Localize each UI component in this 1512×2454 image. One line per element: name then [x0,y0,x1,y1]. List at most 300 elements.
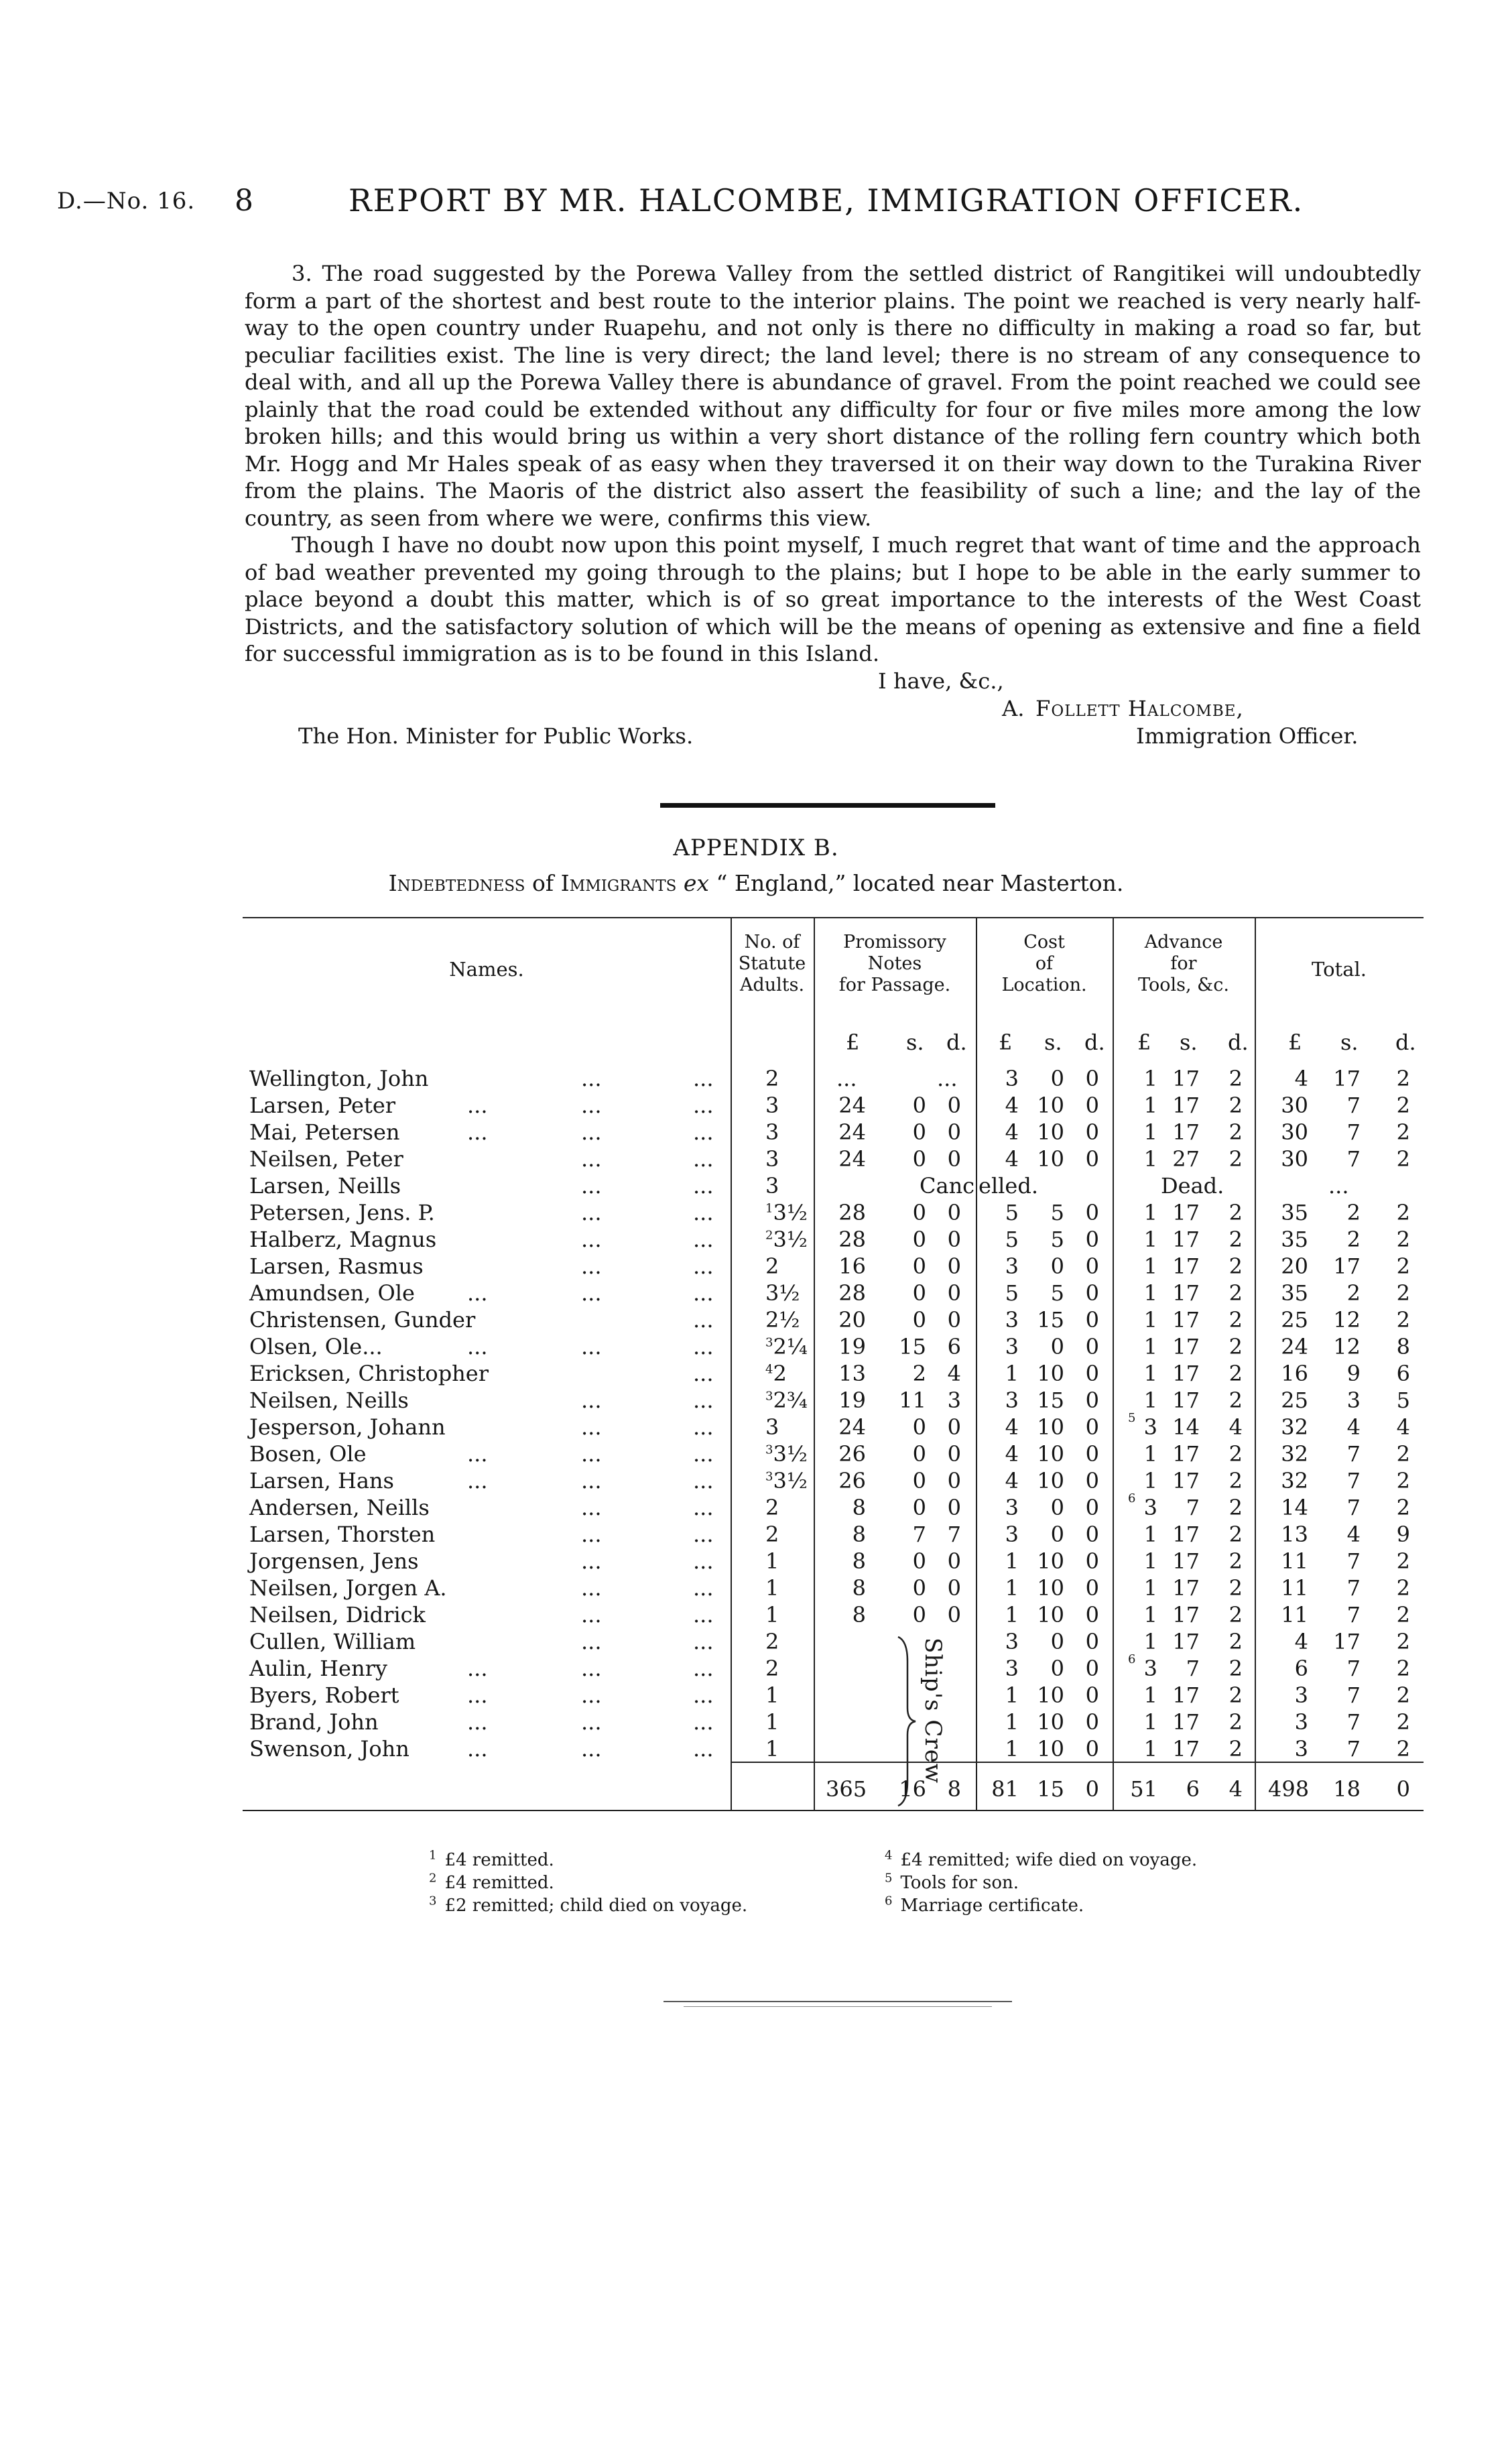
adults-cell [765,1495,779,1520]
table-row [243,1629,1424,1656]
passage-pounds: 24 [838,1146,866,1172]
immigrant-name: Brand, John [249,1709,379,1735]
tools-pounds: 1 [1143,1361,1157,1386]
location-pounds: 5 [1005,1227,1019,1252]
total-pounds: 4 [1294,1066,1308,1091]
appendix-heading: APPENDIX B. [673,835,839,861]
leader-dots: ... [581,1656,602,1681]
table-row [243,1334,1424,1361]
signature-block [245,668,1421,752]
adults-cell [765,1119,779,1145]
header-line: Advance [1144,932,1223,953]
table-row [243,1441,1424,1468]
tools-pence: 2 [1228,1736,1243,1762]
location-pence: 0 [1085,1468,1099,1493]
adults-value: 2¼ [773,1334,808,1359]
footnote-marker: 3 [765,1335,773,1350]
total-pence: 2 [1396,1682,1410,1708]
leader-dots: ... [693,1334,714,1359]
leader-dots: ... [581,1280,602,1306]
total-pence: 2 [1396,1441,1410,1467]
adults-value: 3½ [773,1200,808,1225]
total-pounds: 11 [1281,1575,1308,1601]
location-pence: 0 [1085,1414,1099,1440]
location-pence: 0 [1085,1522,1099,1547]
tools-shillings: 17 [1172,1200,1200,1225]
leader-dots: ... [693,1736,714,1762]
leader-dots: ... [693,1602,714,1628]
location-shillings: 10 [1037,1709,1064,1735]
footnotes-left [429,1849,747,1917]
tools-pounds: 3 [1143,1656,1157,1681]
passage-pence: 0 [947,1495,961,1520]
total-location-shillings: 15 [1037,1776,1064,1802]
passage-pounds: 19 [838,1334,866,1359]
tools-shillings: 17 [1172,1307,1200,1333]
immigrant-name: Amundsen, Ole [249,1280,415,1306]
tools-pounds: 1 [1143,1388,1157,1413]
adults-value: 3½ [765,1280,800,1306]
passage-pounds: 8 [852,1495,866,1520]
passage-shillings: 0 [912,1548,926,1574]
location-pence: 0 [1085,1227,1099,1252]
adults-cell [765,1682,779,1708]
passage-shillings: 11 [899,1388,926,1413]
tools-shillings: 17 [1172,1253,1200,1279]
total-pounds: 32 [1281,1414,1308,1440]
location-shillings: 0 [1050,1253,1064,1279]
location-shillings: 5 [1050,1227,1064,1252]
table-row [243,1119,1424,1146]
total-shillings: 7 [1346,1495,1361,1520]
immigrant-name: Bosen, Ole [249,1441,367,1467]
leader-dots: ... [693,1200,714,1225]
location-pence: 0 [1085,1682,1099,1708]
leader-dots: ... [581,1414,602,1440]
location-pounds: 4 [1005,1441,1019,1467]
total-pence: 2 [1396,1146,1410,1172]
leader-dots: ... [693,1307,714,1333]
total-pounds: 25 [1281,1388,1308,1413]
total-shillings: 7 [1346,1602,1361,1628]
adults-cell [765,1441,808,1467]
adults-cell [765,1522,779,1547]
leader-dots: ... [581,1629,602,1654]
footnote-text: £2 remitted; child died on voyage. [444,1896,748,1916]
location-shillings: 10 [1037,1682,1064,1708]
table-row [243,1066,1424,1093]
passage-shillings: 0 [912,1146,926,1172]
footnote-text: £4 remitted; wife died on voyage. [900,1850,1198,1870]
passage-pence: 4 [947,1361,961,1386]
leader-dots: ... [693,1119,714,1145]
location-pence: 0 [1085,1146,1099,1172]
immigrant-name: Larsen, Thorsten [249,1522,436,1547]
location-shillings: 10 [1037,1441,1064,1467]
immigrant-name: Petersen, Jens. P. [249,1200,435,1225]
leader-dots: ... [693,1173,714,1199]
location-pounds: 5 [1005,1280,1019,1306]
header-line: Statute [738,953,806,974]
total-pence: 2 [1396,1066,1410,1091]
grand-total-pounds: 498 [1268,1776,1310,1802]
units-row [243,1030,1424,1056]
total-pence: 2 [1396,1200,1410,1225]
unit-passage-pence: d. [946,1030,967,1055]
tools-pence: 2 [1228,1656,1243,1681]
passage-pounds: 26 [838,1441,866,1467]
immigrant-name: Andersen, Neills [249,1495,430,1520]
leader-dots: ... [467,1468,488,1493]
table-row [243,1146,1424,1173]
tools-pence: 4 [1228,1414,1243,1440]
leader-dots: ... [467,1093,488,1118]
table-bottom-rule [243,1810,1424,1811]
passage-shillings: 0 [912,1495,926,1520]
leader-dots: ... [693,1629,714,1654]
total-shillings: 17 [1333,1629,1361,1654]
location-pence: 0 [1085,1495,1099,1520]
table-row [243,1736,1424,1763]
adults-cell [765,1602,779,1628]
tools-pence: 2 [1228,1682,1243,1708]
total-pence: 2 [1396,1709,1410,1735]
tools-pounds: 1 [1143,1200,1157,1225]
total-shillings: 2 [1346,1227,1361,1252]
table-row [243,1682,1424,1709]
footnote-text: Marriage certificate. [900,1896,1084,1916]
adults-value: 2 [765,1656,779,1681]
leader-dots: ... [693,1548,714,1574]
unit-location-shillings: s. [1044,1030,1062,1055]
location-shillings: 10 [1037,1548,1064,1574]
table-row [243,1200,1424,1227]
header-names: Names. [449,958,524,981]
location-pounds: 3 [1005,1388,1019,1413]
leader-dots: ... [581,1468,602,1493]
total-pounds: 20 [1281,1253,1308,1279]
tools-shillings: 27 [1172,1146,1200,1172]
location-pounds: 1 [1005,1548,1019,1574]
location-shillings: 0 [1050,1066,1064,1091]
total-pounds: 32 [1281,1441,1308,1467]
footnote-marker: 5 [885,1871,893,1886]
tools-shillings: 17 [1172,1093,1200,1118]
footnote-marker: 1 [765,1201,773,1216]
adults-value: 3 [765,1093,779,1118]
adults-value: 2 [765,1629,779,1654]
tools-shillings: 7 [1186,1495,1200,1520]
adults-value: 1 [765,1575,779,1601]
total-passage-shillings: 16 [899,1776,926,1802]
passage-pounds: 16 [838,1253,866,1279]
total-shillings: 17 [1333,1066,1361,1091]
location-pounds: 1 [1005,1602,1019,1628]
adults-cell [765,1709,779,1735]
leader-dots: ... [467,1441,488,1467]
immigrant-name: Christensen, Gunder [249,1307,476,1333]
location-pence: 0 [1085,1548,1099,1574]
tools-shillings: 17 [1172,1119,1200,1145]
grand-total-pence: 0 [1396,1776,1410,1802]
tools-pence: 2 [1228,1548,1243,1574]
leader-dots: ... [581,1253,602,1279]
footnote-marker: 2 [765,1228,773,1243]
location-shillings: 10 [1037,1602,1064,1628]
adults-value: 2 [765,1495,779,1520]
unit-passage-pound: £ [846,1030,860,1055]
leader-dots: ... [693,1414,714,1440]
total-pence: 2 [1396,1119,1410,1145]
location-pence: 0 [1085,1307,1099,1333]
total-pounds: 13 [1281,1522,1308,1547]
header-total: Total. [1312,958,1367,981]
signature-name: Follett Halcombe, [1035,695,1244,721]
total-location-pence: 0 [1085,1776,1099,1802]
immigrant-name: Larsen, Neills [249,1173,401,1199]
adults-cell [765,1334,808,1359]
leader-dots: ... [693,1361,714,1386]
passage-pence: 0 [947,1253,961,1279]
adults-cell [765,1280,800,1306]
subtitle-of: of [532,870,554,896]
tools-pence: 2 [1228,1253,1243,1279]
total-pence: 4 [1396,1414,1410,1440]
passage-shillings: 0 [912,1307,926,1333]
immigrant-name: Cullen, William [249,1629,416,1654]
tools-pence: 2 [1228,1495,1243,1520]
header-line: of [1035,953,1054,974]
leader-dots: ... [693,1656,714,1681]
tools-pounds: 1 [1143,1119,1157,1145]
passage-pence: 0 [947,1575,961,1601]
tools-shillings: 17 [1172,1468,1200,1493]
footnote-text: £4 remitted. [444,1850,554,1870]
leader-dots: ... [467,1334,488,1359]
total-pence: 6 [1396,1361,1410,1386]
passage-shillings: 15 [899,1334,926,1359]
total-pounds: 25 [1281,1307,1308,1333]
tools-shillings: 14 [1172,1414,1200,1440]
passage-shillings: 0 [912,1602,926,1628]
cancelled-text-b: elled. [979,1173,1038,1199]
leader-dots: ... [693,1280,714,1306]
location-shillings: 0 [1050,1334,1064,1359]
passage-pence: 0 [947,1307,961,1333]
location-shillings: 10 [1037,1736,1064,1762]
table-row [243,1602,1424,1629]
passage-pence: 0 [947,1119,961,1145]
tools-shillings: 17 [1172,1736,1200,1762]
leader-dots: ... [467,1119,488,1145]
header-line: No. of [744,932,800,953]
tools-shillings: 17 [1172,1522,1200,1547]
leader-dots: ... [467,1682,488,1708]
location-pence: 0 [1085,1280,1099,1306]
location-pence: 0 [1085,1441,1099,1467]
total-shillings: 9 [1346,1361,1361,1386]
tools-pounds: 1 [1143,1736,1157,1762]
location-pence: 0 [1085,1388,1099,1413]
tools-pence: 2 [1228,1334,1243,1359]
adults-cell [765,1468,808,1493]
tools-pence: 2 [1228,1468,1243,1493]
tools-pounds: 1 [1143,1548,1157,1574]
appendix-subtitle [0,870,1512,896]
tools-pence: 2 [1228,1441,1243,1467]
location-pounds: 1 [1005,1575,1019,1601]
passage-pence: 0 [947,1093,961,1118]
total-pence: 2 [1396,1736,1410,1762]
section-divider [660,803,995,808]
leader-dots: ... [581,1227,602,1252]
immigrant-name: Halberz, Magnus [249,1227,437,1252]
header-tools [1113,932,1255,996]
tools-pounds: 3 [1143,1495,1157,1520]
tools-shillings: 7 [1186,1656,1200,1681]
location-pounds: 1 [1005,1736,1019,1762]
leader-dots: ... [693,1468,714,1493]
location-pence: 0 [1085,1361,1099,1386]
total-pence: 2 [1396,1548,1410,1574]
leader-dots: ... [693,1066,714,1091]
table-row [243,1280,1424,1307]
footnote-marker: 1 [429,1848,437,1863]
tools-pounds: 1 [1143,1441,1157,1467]
letter-body [245,260,1421,752]
total-pence: 2 [1396,1656,1410,1681]
adults-value: 1 [765,1682,779,1708]
passage-pounds: 26 [838,1468,866,1493]
tools-pence: 2 [1228,1200,1243,1225]
adults-cell [765,1656,779,1681]
footnote-marker: 3 [429,1894,437,1908]
passage-pounds: 24 [838,1119,866,1145]
location-pence: 0 [1085,1093,1099,1118]
immigrant-name: Neilsen, Peter [249,1146,403,1172]
footnote [429,1849,747,1872]
leader-dots: ... [581,1736,602,1762]
addressee: The Hon. Minister for Public Works. [298,723,694,749]
table-row [243,1093,1424,1119]
location-pence: 0 [1085,1575,1099,1601]
tools-pounds: 3 [1143,1414,1157,1440]
end-rule [684,2006,992,2007]
location-shillings: 5 [1050,1200,1064,1225]
header-line: Location. [1001,975,1087,995]
location-pounds: 3 [1005,1253,1019,1279]
footnote [885,1872,1197,1894]
adults-cell [765,1548,779,1574]
tools-shillings: 17 [1172,1602,1200,1628]
dead-text: Dead. [1161,1173,1224,1199]
table-row [243,1361,1424,1388]
tools-shillings: 17 [1172,1682,1200,1708]
passage-shillings: 0 [912,1441,926,1467]
total-pence: 2 [1396,1495,1410,1520]
total-pence: 2 [1396,1602,1410,1628]
passage-pounds: ... [836,1066,857,1091]
total-pounds: 24 [1281,1334,1308,1359]
passage-pounds: 28 [838,1200,866,1225]
footnote-marker: 3 [765,1469,773,1484]
tools-shillings: 17 [1172,1334,1200,1359]
total-pence: 2 [1396,1280,1410,1306]
passage-shillings: 0 [912,1575,926,1601]
total-location-pounds: 81 [991,1776,1019,1802]
total-pounds: 35 [1281,1280,1308,1306]
adults-cell [765,1200,808,1225]
tools-shillings: 17 [1172,1066,1200,1091]
total-pence: 9 [1396,1522,1410,1547]
adults-value: 2 [773,1361,787,1386]
closing: I have, &c., [878,668,1004,694]
unit-location-pence: d. [1084,1030,1105,1055]
immigrant-name: Jorgensen, Jens [249,1548,419,1574]
location-pence: 0 [1085,1709,1099,1735]
location-pence: 0 [1085,1253,1099,1279]
leader-dots: ... [581,1709,602,1735]
unit-total-pence: d. [1395,1030,1416,1055]
total-pence: 2 [1396,1227,1410,1252]
leader-dots: ... [581,1575,602,1601]
location-shillings: 10 [1037,1414,1064,1440]
total-pounds: 3 [1294,1736,1308,1762]
total-shillings: 4 [1346,1522,1361,1547]
total-pounds: 30 [1281,1146,1308,1172]
passage-shillings: 0 [912,1227,926,1252]
page-title: REPORT BY MR. HALCOMBE, IMMIGRATION OFFICER. [349,182,1304,219]
end-rule [664,2001,1012,2002]
passage-shillings: 2 [912,1361,926,1386]
grand-total-shillings: 18 [1333,1776,1361,1802]
total-pounds: 6 [1294,1656,1308,1681]
tools-pounds: 1 [1143,1253,1157,1279]
immigrant-name: Byers, Robert [249,1682,399,1708]
leader-dots: ... [693,1227,714,1252]
footnote-text: Tools for son. [900,1873,1019,1893]
header-line: Cost [1023,932,1065,953]
footnote-marker: 4 [885,1848,893,1863]
leader-dots: ... [693,1709,714,1735]
total-passage-pence: 8 [947,1776,961,1802]
header-line: Notes [867,953,922,974]
tools-pounds: 1 [1143,1468,1157,1493]
adults-value: 2 [765,1066,779,1091]
table-row [243,1522,1424,1548]
immigrant-name: Neilsen, Jorgen A. [249,1575,447,1601]
leader-dots: ... [581,1066,602,1091]
tools-pence: 2 [1228,1629,1243,1654]
total-shillings: 2 [1346,1280,1361,1306]
tools-shillings: 17 [1172,1629,1200,1654]
table-row [243,1548,1424,1575]
unit-tools-shillings: s. [1180,1030,1198,1055]
passage-pounds: 13 [838,1361,866,1386]
footnote [885,1849,1197,1872]
indebtedness-table [243,917,1424,1850]
immigrant-name: Larsen, Hans [249,1468,394,1493]
leader-dots: ... [693,1093,714,1118]
adults-value: 3 [765,1119,779,1145]
tools-shillings: 17 [1172,1575,1200,1601]
total-pounds: 3 [1294,1709,1308,1735]
subtitle-immigrants: Immigrants [560,870,677,896]
table-row [243,1388,1424,1414]
passage-shillings: 7 [912,1522,926,1547]
leader-dots: ... [581,1119,602,1145]
passage-pence: 6 [947,1334,961,1359]
